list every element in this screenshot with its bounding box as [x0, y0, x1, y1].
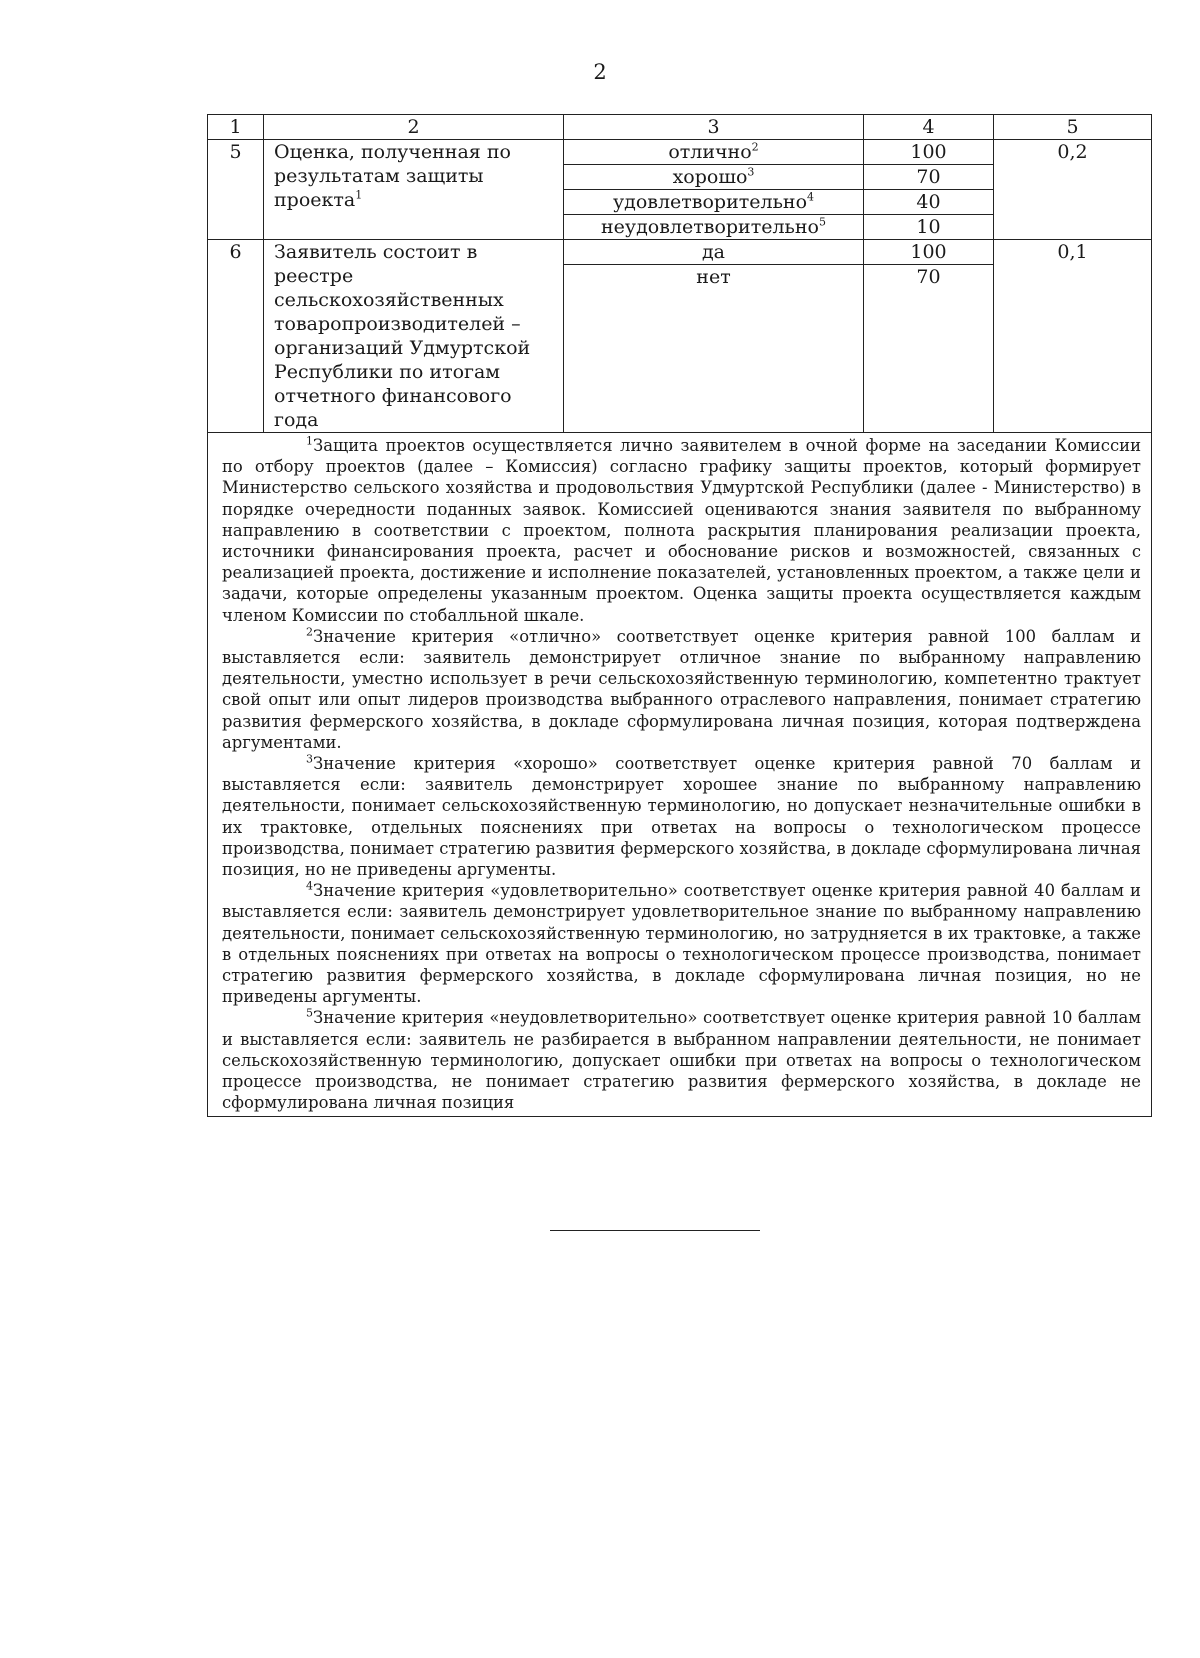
footnotes-cell [208, 433, 1152, 1117]
option-label: отлично [668, 141, 752, 163]
option-cell [564, 215, 864, 240]
footnote-2 [222, 626, 1141, 753]
footnote-mark: 4 [306, 879, 313, 893]
footnote-mark: 2 [306, 625, 313, 639]
score-value: 70 [916, 266, 941, 288]
table-header-row [208, 115, 1152, 140]
table-row [208, 140, 1152, 165]
footnote-text: Значение критерия «неудовлетворительно» соответствует оценке критерия равной 10 баллам и выставляется если: заявитель не разбирается в выбранном направлении деятельности, не понимает сельскохозяйственную терминологию, допускает ошибки при ответах на вопросы о технологическом процессе производства, не понимает стратегию развития фермерского хозяйства, в докладе не сформулирована личная позиция [222, 1008, 1141, 1113]
option-label: хорошо [672, 166, 748, 188]
footnote-text: Значение критерия «отлично» соответствует оценке критерия равной 100 баллам и выставляется если: заявитель демонстрирует отличное знание по выбранному направлению деятельности, уместно использует в речи сельскохозяйственную терминологию, компетентно трактует свой опыт или опыт лидеров производства выбранного отраслевого направления, понимает стратегию развития фермерского хозяйства, в докладе сформулирована личная позиция, которая подтверждена аргументами. [222, 626, 1141, 752]
score-cell [864, 240, 994, 433]
header-col-1: 1 [208, 115, 264, 140]
option-label: удовлетворительно [612, 191, 808, 213]
footnote-ref: 1 [355, 188, 363, 202]
footnote-ref: 3 [747, 165, 755, 179]
criterion-text: Заявитель состоит в реестре сельскохозяйственных товаропроизводителей – организаций Удмуртской Республики по итогам отчетного финансового года [274, 241, 531, 431]
weight-cell: 0,1 [994, 240, 1152, 433]
page-number: 2 [593, 60, 607, 84]
option-label: нет [696, 266, 731, 288]
row-number: 6 [208, 240, 264, 433]
header-col-4: 4 [864, 115, 994, 140]
footnote-mark: 3 [306, 752, 313, 766]
score-cell: 100 [864, 140, 994, 165]
table-row [208, 240, 1152, 433]
header-col-3: 3 [564, 115, 864, 140]
score-value: 100 [864, 240, 993, 265]
closing-divider-line [550, 1230, 760, 1231]
footnote-4 [222, 880, 1141, 1007]
footnote-1 [222, 435, 1141, 626]
criteria-table [207, 114, 1152, 1117]
option-cell [564, 165, 864, 190]
score-cell: 70 [864, 165, 994, 190]
criterion-text: Оценка, полученная по результатам защиты проекта [274, 141, 511, 211]
option-label: неудовлетворительно [601, 216, 819, 238]
footnote-text: Значение критерия «удовлетворительно» соответствует оценке критерия равной 40 баллам и выставляется если: заявитель демонстрирует удовлетворительное знание по выбранному направлению деятельности, понимает сельскохозяйственную терминологию, но затрудняется в их трактовке, а также в отдельных пояснениях при ответах на вопросы о технологическом процессе производства, понимает стратегию развития фермерского хозяйства, в докладе сформулирована личная позиция, но не приведены аргументы. [222, 881, 1141, 1007]
header-col-2: 2 [264, 115, 564, 140]
score-cell: 40 [864, 190, 994, 215]
score-cell: 10 [864, 215, 994, 240]
footnote-ref: 4 [807, 190, 815, 204]
criterion-cell [264, 140, 564, 240]
option-cell [564, 240, 864, 433]
footnote-text: Защита проектов осуществляется лично заявителем в очной форме на заседании Комиссии по отбору проектов (далее – Комиссия) согласно графику защиты проектов, который формирует Министерство сельского хозяйства и продовольствия Удмуртской Республики (далее - Министерство) в порядке очередности поданных заявок. Комиссией оцениваются знания заявителя по выбранному направлению в соответствии с проектом, полнота раскрытия планирования реализации проекта, источники финансирования проекта, расчет и обоснование рисков и возможностей, связанных с реализацией проекта, достижение и исполнение показателей, установленных проектом, а также цели и задачи, которые определены указанным проектом. Оценка защиты проекта осуществляется каждым членом Комиссии по стобалльной шкале. [222, 436, 1141, 625]
footnote-text: Значение критерия «хорошо» соответствует оценке критерия равной 70 баллам и выставляется если: заявитель демонстрирует хорошее знание по выбранному направлению деятельности, понимает сельскохозяйственную терминологию, но допускает незначительные ошибки в их трактовке, отдельных пояснениях при ответах на вопросы о технологическом процессе производства, понимает стратегию развития фермерского хозяйства, в докладе сформулирована личная позиция, но не приведены аргументы. [222, 754, 1141, 880]
footnotes-row [208, 433, 1152, 1117]
criterion-cell [264, 240, 564, 433]
row-number: 5 [208, 140, 264, 240]
footnote-mark: 1 [306, 434, 313, 448]
option-cell [564, 140, 864, 165]
header-col-5: 5 [994, 115, 1152, 140]
option-label: да [564, 240, 863, 265]
footnote-mark: 5 [306, 1007, 313, 1021]
option-cell [564, 190, 864, 215]
footnote-ref: 5 [818, 215, 826, 229]
footnote-3 [222, 753, 1141, 880]
weight-cell: 0,2 [994, 140, 1152, 240]
footnote-ref: 2 [751, 140, 759, 154]
footnote-5 [222, 1007, 1141, 1113]
